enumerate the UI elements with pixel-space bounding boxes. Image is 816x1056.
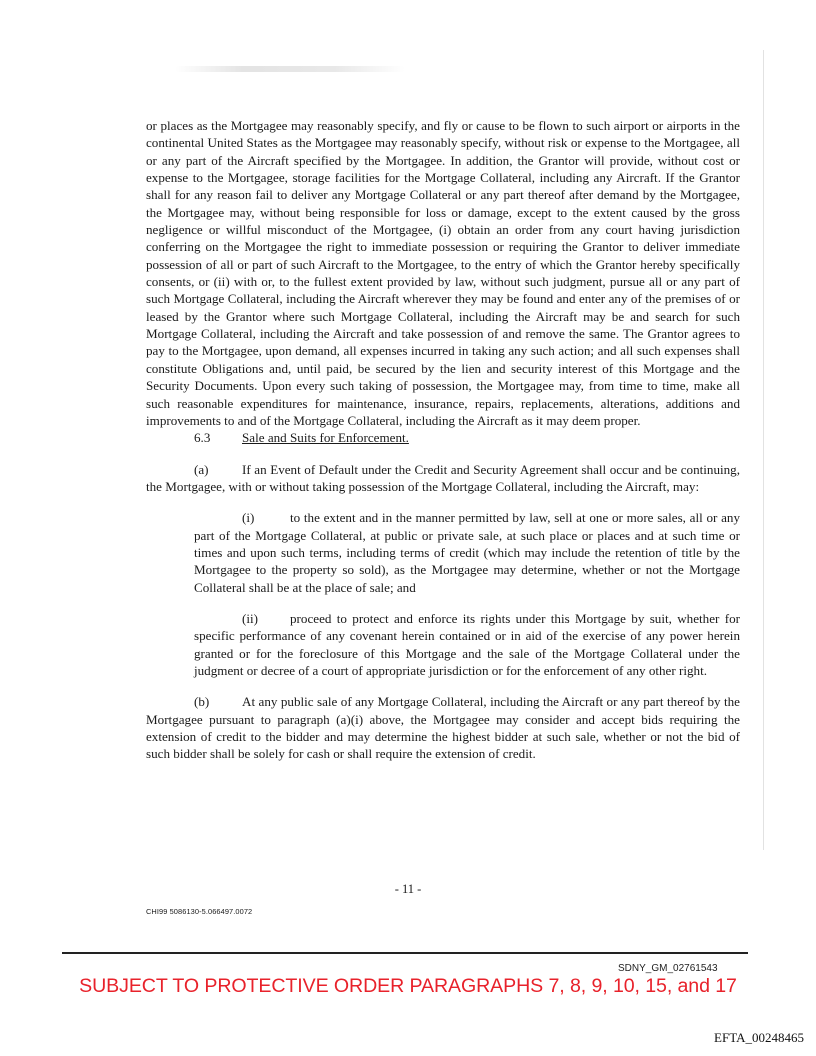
- protective-order-notice: SUBJECT TO PROTECTIVE ORDER PARAGRAPHS 7, 8, 9, 10, 15, and 17: [79, 975, 737, 997]
- scan-edge-line: [763, 50, 764, 850]
- paragraph-ii-text: proceed to protect and enforce its rights under this Mortgage by suit, whether for specific performance of any covenant herein contained or in aid of the exercise of any power herein granted or for the foreclosure of this Mortgage and the sale of the Mortgage Collateral under the judgment or decree of a court of appropriate jurisdiction or for the enforcement of any other right.: [194, 610, 740, 678]
- paragraph-b-marker: (b): [194, 694, 210, 710]
- paragraph-i-text: to the extent and in the manner permitted by law, sell at one or more sales, all or any part of the Mortgage Collateral, at public or private sale, at such place or places and at such time or times and upon such terms, including terms of credit (which may include the retention of title by the Mortgagee to the property so sold), as the Mortgagee may determine, whether or not the Mortgage Collateral shall be at the place of sale; and: [194, 510, 740, 595]
- intro-paragraph: or places as the Mortgagee may reasonably specify, and fly or cause to be flown to such airport or airports in the continental United States as the Mortgagee may reasonably specify, without risk or expense to the Mortgagee, all or any part of the Aircraft specified by the Mortgagee. In addition, the Grantor will provide, without cost or expense to the Mortgagee, storage facilities for the Mortgage Collateral, including any Aircraft. If the Grantor shall for any reason fail to deliver any Mortgage Collateral or any part thereof after demand by the Mortgagee, the Mortgagee may, without being responsible for loss or damage, except to the extent caused by the gross negligence or willful misconduct of the Mortgagee, (i) obtain an order from any court having jurisdiction conferring on the Mortgagee the right to immediate possession or requiring the Grantor to deliver immediate possession of all or part of such Aircraft to the Mortgagee, to the entry of which the Grantor hereby specifically consents, or (ii) with or, to the fullest extent provided by law, without such judgment, pursue all or any part of such Mortgage Collateral, including the Aircraft wherever they may be found and enter any of the premises of or leased by the Grantor where such Mortgage Collateral, including the Aircraft may be and search for such Mortgage Collateral, including the Aircraft and take possession of and remove the same. The Grantor agrees to pay to the Mortgagee, upon demand, all expenses incurred in taking any such action; and all such expenses shall constitute Obligations and, until paid, be secured by the lien and security interest of this Mortgage and the Security Documents. Upon every such taking of possession, the Mortgagee may, from time to time, make all such reasonable expenditures for maintenance, insurance, repairs, replacements, alterations, additions and improvements to and of the Mortgage Collateral, including the Aircraft as it may deem proper.: [146, 118, 740, 428]
- footer-divider: [62, 952, 748, 954]
- section-heading: [146, 429, 740, 446]
- scan-artifact: [175, 66, 405, 72]
- section-number: 6.3: [194, 430, 211, 446]
- paragraph-b-text: At any public sale of any Mortgage Collateral, including the Aircraft or any part thereof by the Mortgagee pursuant to paragraph (a)(i) above, the Mortgagee may consider and accept bids requiring the extension of credit to the bidder and may determine the highest bidder at such sale, whether or not the bid of such bidder shall be solely for cash or shall require the extension of credit.: [146, 694, 740, 762]
- paragraph-i-marker: (i): [242, 510, 255, 526]
- paragraph-ii-marker: (ii): [242, 610, 258, 626]
- paragraph-a-marker: (a): [194, 461, 209, 477]
- bates-number: SDNY_GM_02761543: [618, 963, 718, 974]
- efta-number: EFTA_00248465: [714, 1030, 804, 1045]
- page-number: - 11 -: [394, 882, 422, 896]
- paragraph-b: [146, 693, 740, 762]
- paragraph-ii: [194, 610, 740, 679]
- document-body: [146, 117, 740, 763]
- section-title: Sale and Suits for Enforcement.: [242, 430, 409, 446]
- document-id: CHI99 5086130-5.066497.0072: [146, 907, 253, 916]
- paragraph-a-text: If an Event of Default under the Credit and Security Agreement shall occur and be continuing, the Mortgagee, with or without taking possession of the Mortgage Collateral, including the Aircraft, may:: [146, 461, 740, 494]
- paragraph-a: [146, 461, 740, 496]
- paragraph-i: [194, 509, 740, 596]
